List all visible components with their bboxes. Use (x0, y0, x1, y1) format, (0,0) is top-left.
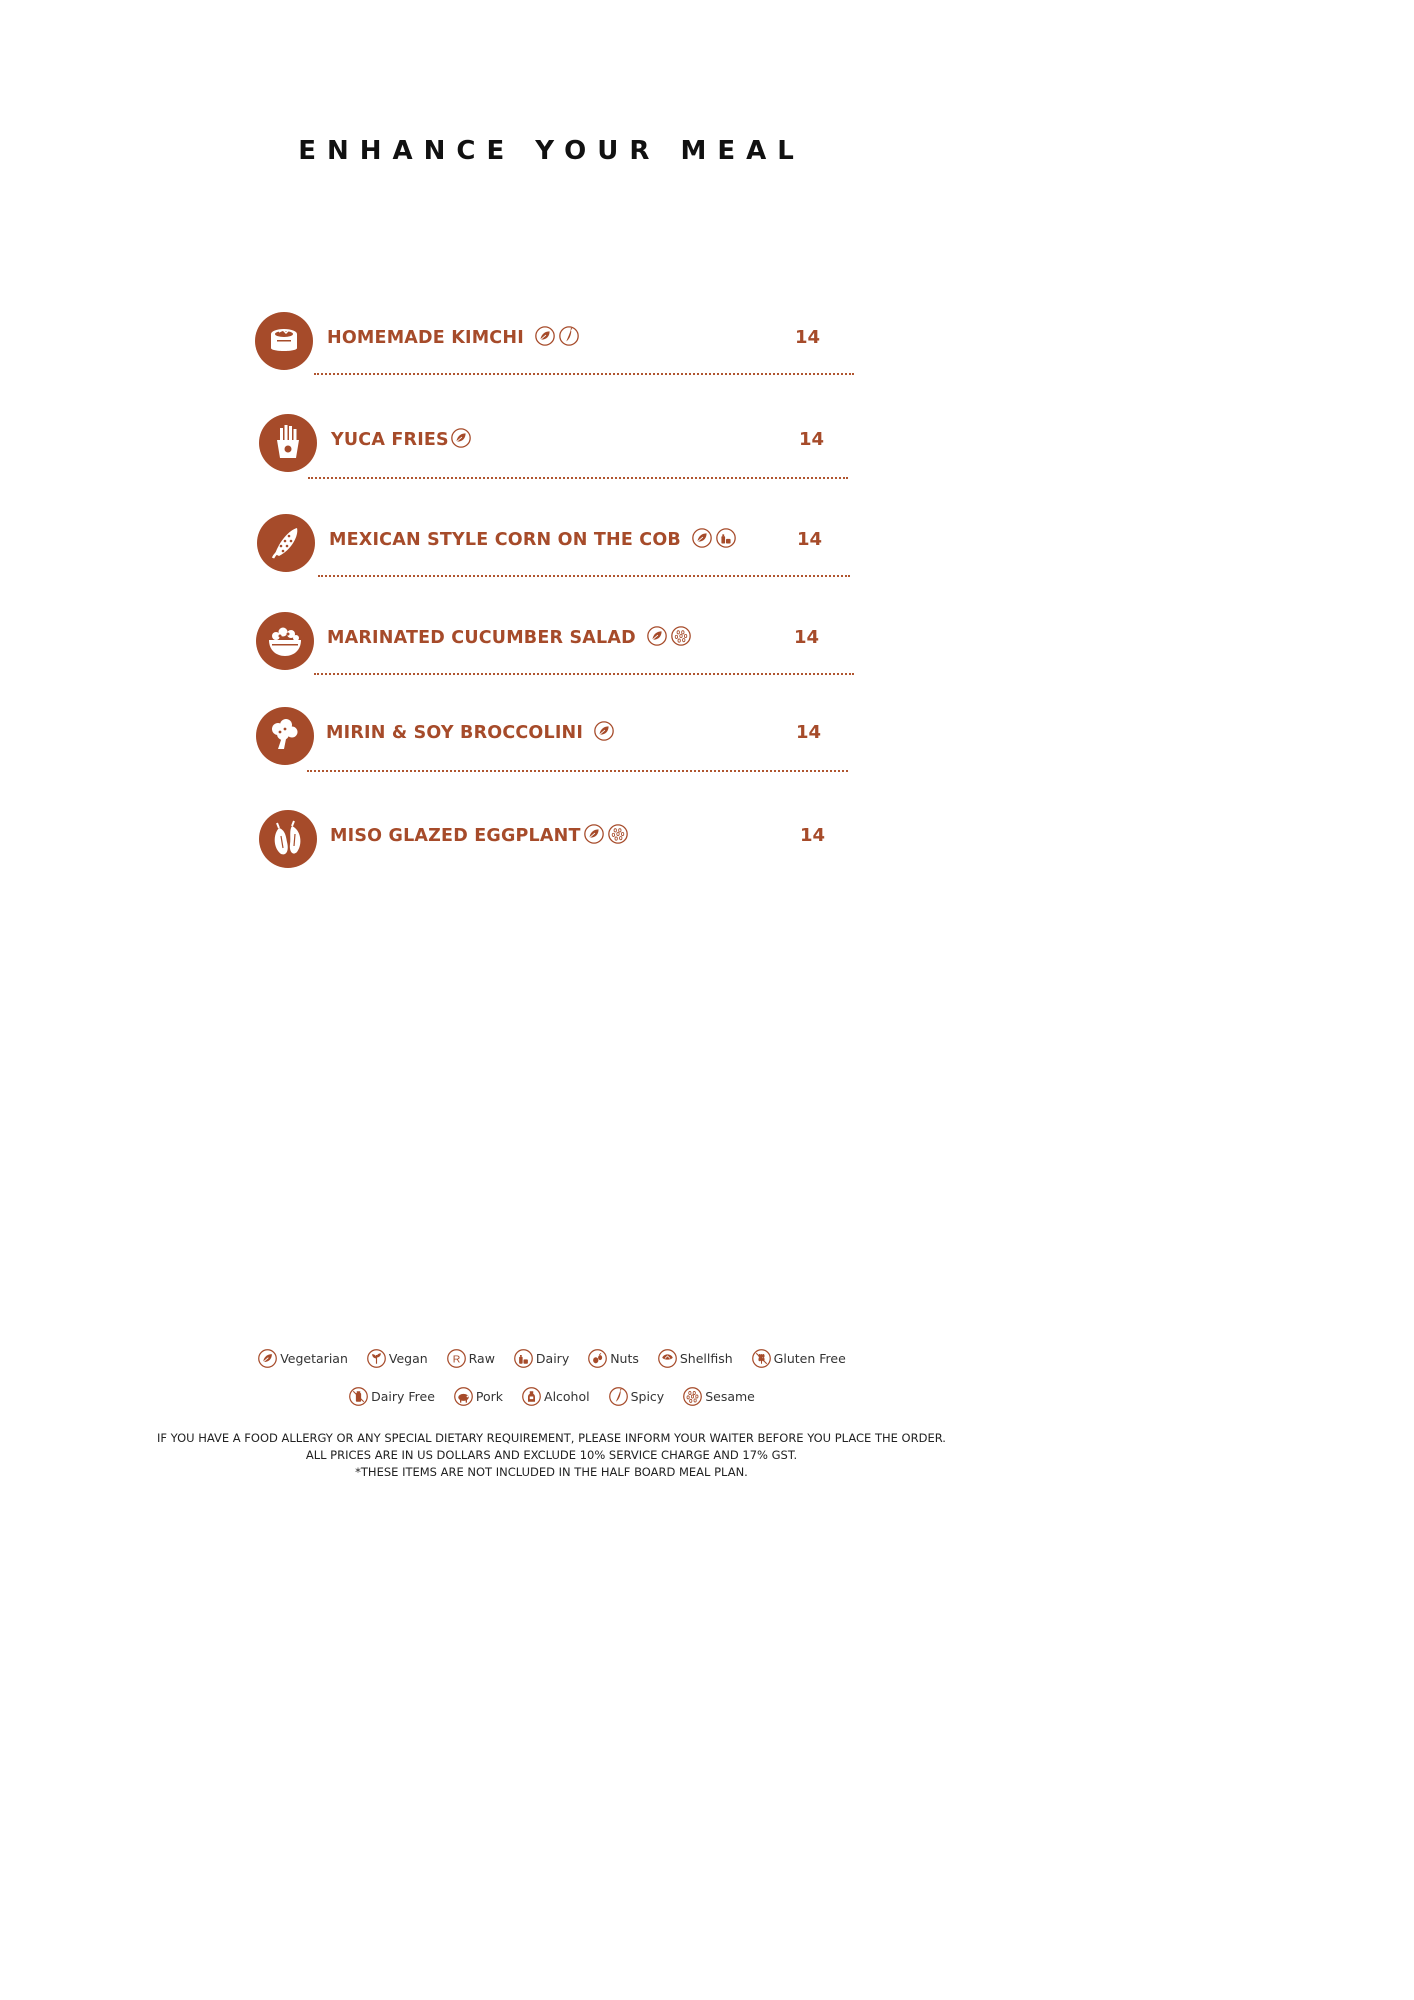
corn-icon (257, 514, 315, 572)
menu-item-price: 14 (797, 529, 823, 550)
legend-label: Raw (468, 1351, 495, 1366)
dotted-divider (308, 477, 848, 479)
vegetarian-icon (593, 720, 615, 742)
dotted-divider (318, 575, 850, 577)
menu-item-price: 14 (800, 825, 826, 846)
legend-label: Sesame (705, 1389, 755, 1404)
gluten-free-icon (751, 1348, 772, 1369)
pricing-note: ALL PRICES ARE IN US DOLLARS AND EXCLUDE 10% SERVICE CHARGE AND 17% GST. (305, 1448, 798, 1462)
kimchi-bowl-icon (255, 312, 313, 370)
sesame-icon (670, 625, 692, 647)
menu-item-price: 14 (794, 627, 820, 648)
sesame-icon (607, 823, 629, 845)
legend-row-1 (0, 1348, 1103, 1372)
shellfish-icon (657, 1348, 678, 1369)
menu-item (257, 514, 857, 574)
legend-alcohol (521, 1386, 590, 1407)
menu-item (256, 707, 856, 767)
dairy-icon (715, 527, 737, 549)
vegetarian-icon (691, 527, 713, 549)
legend-label: Dairy (535, 1351, 570, 1366)
menu-item-price: 14 (795, 327, 821, 348)
page-title: ENHANCE YOUR MEAL (298, 136, 805, 166)
sesame-icon (682, 1386, 703, 1407)
menu-item-name: MARINATED CUCUMBER SALAD (327, 628, 636, 648)
eggplant-icon (259, 810, 317, 868)
alcohol-icon (521, 1386, 542, 1407)
footer-notes (0, 1430, 1103, 1481)
legend-pork (453, 1386, 503, 1407)
dietary-tags (534, 325, 580, 347)
legend-label: Dairy Free (371, 1389, 435, 1404)
dietary-tags (583, 823, 629, 845)
legend-label: Vegan (388, 1351, 428, 1366)
dotted-divider (307, 770, 848, 772)
dietary-tags (691, 527, 737, 549)
dairy-free-icon (348, 1386, 369, 1407)
legend-label: Nuts (610, 1351, 639, 1366)
legend-vegan (366, 1348, 428, 1369)
fries-icon (259, 414, 317, 472)
salad-bowl-icon (256, 612, 314, 670)
dietary-tags (593, 720, 615, 742)
legend-shellfish (657, 1348, 733, 1369)
vegetarian-icon (583, 823, 605, 845)
menu-item-price: 14 (799, 429, 825, 450)
legend-nuts (587, 1348, 639, 1369)
menu-item-name: MISO GLAZED EGGPLANT (330, 826, 581, 846)
allergy-note: IF YOU HAVE A FOOD ALLERGY OR ANY SPECIAL DIETARY REQUIREMENT, PLEASE INFORM YOUR WAITER BEFORE YOU PLACE THE ORDER. (157, 1431, 946, 1445)
legend-spicy (608, 1386, 665, 1407)
vegan-icon (366, 1348, 387, 1369)
legend-dairy-free (348, 1386, 435, 1407)
legend-row-2 (0, 1386, 1103, 1410)
dietary-tags (450, 427, 472, 449)
spicy-icon (558, 325, 580, 347)
menu-item-name: MIRIN & SOY BROCCOLINI (326, 723, 584, 743)
menu-item (259, 810, 859, 870)
legend-gluten-free (751, 1348, 846, 1369)
legend-label: Spicy (630, 1389, 665, 1404)
svg-text:R: R (452, 1353, 460, 1366)
nuts-icon (587, 1348, 608, 1369)
spicy-icon (608, 1386, 629, 1407)
menu-item (256, 612, 856, 672)
legend-label: Vegetarian (280, 1351, 348, 1366)
legend-raw (446, 1348, 495, 1369)
menu-item-name: YUCA FRIES (331, 430, 449, 450)
menu-item-name: MEXICAN STYLE CORN ON THE COB (329, 530, 681, 550)
menu-item-name: HOMEMADE KIMCHI (327, 328, 524, 348)
raw-icon (446, 1348, 467, 1369)
menu-item-price: 14 (796, 722, 822, 743)
legend-label: Alcohol (544, 1389, 590, 1404)
legend-label: Gluten Free (773, 1351, 846, 1366)
menu-item (255, 312, 855, 372)
legend-label: Pork (475, 1389, 504, 1404)
dotted-divider (314, 673, 854, 675)
menu-item (259, 414, 859, 474)
vegetarian-icon (450, 427, 472, 449)
legend-label: Shellfish (679, 1351, 733, 1366)
vegetarian-icon (646, 625, 668, 647)
dotted-divider (314, 373, 854, 375)
dietary-tags (646, 625, 692, 647)
broccoli-icon (256, 707, 314, 765)
legend-dairy (513, 1348, 569, 1369)
vegetarian-icon (257, 1348, 278, 1369)
pork-icon (453, 1386, 474, 1407)
legend-sesame (682, 1386, 755, 1407)
meal-plan-note: *THESE ITEMS ARE NOT INCLUDED IN THE HALF BOARD MEAL PLAN. (355, 1465, 748, 1479)
legend-vegetarian (257, 1348, 348, 1369)
vegetarian-icon (534, 325, 556, 347)
dairy-icon (513, 1348, 534, 1369)
